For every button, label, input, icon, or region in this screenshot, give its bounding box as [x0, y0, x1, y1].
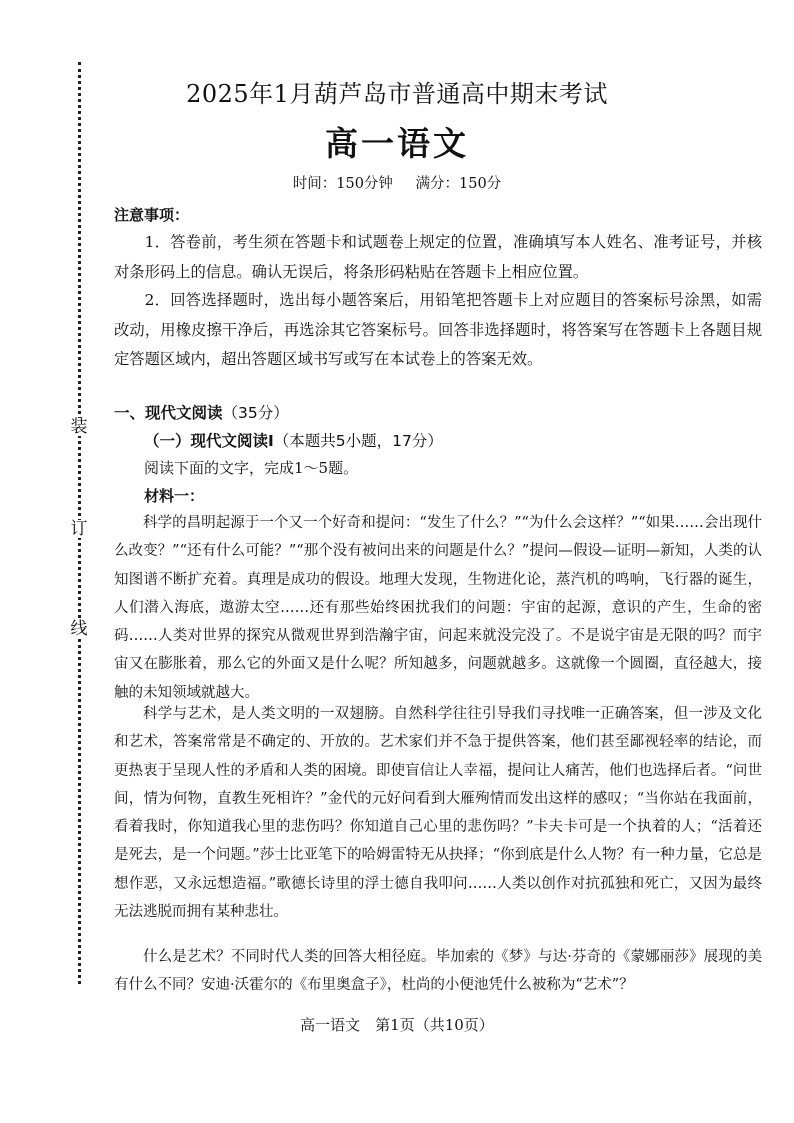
notice-item-1: 1．答卷前，考生须在答题卡和试题卷上规定的位置，准确填写本人姓名、准考证号，并核对条形码上的信息。确认无误后，将条形码粘贴在答题卡上相应位置。	[114, 233, 762, 281]
section-heading-label: 一、现代文阅读	[114, 404, 223, 422]
binding-char-ding: 订	[70, 519, 88, 539]
sub-heading-label: （一）现代文阅读Ⅰ	[144, 432, 274, 450]
reading-instruction: 阅读下面的文字，完成1～5题。	[144, 459, 359, 477]
exam-time: 时间：150分钟	[292, 176, 393, 192]
passage-paragraph-3: 什么是艺术？不同时代人类的回答大相径庭。毕加索的《梦》与达·芬奇的《蒙娜丽莎》展现的美有什么不同？安迪·沃霍尔的《布里奥盒子》，杜尚的小便池凭什么被称为“艺术”？	[114, 949, 762, 994]
passage-paragraph-1: 科学的昌明起源于一个又一个好奇和提问：“发生了什么？”“为什么会这样？”“如果……会出现什么改变？”“还有什么可能？”“那个没有被问出来的问题是什么？”提问—假设—证明—新知，人类的认知图谱不断扩充着。真理是成功的假设。地理大发现，生物进化论，蒸汽机的鸣响，飞行器的诞生，人们潜入海底，遨游太空……还有那些始终困扰我们的问题：宇宙的起源，意识的产生，生命的密码……人类对世界的探究从微观世界到浩瀚宇宙，问起来就没完没了。不是说宇宙是无限的吗？而宇宙又在膨胀着，那么它的外面又是什么呢？所知越多，问题就越多。这就像一个圆圈，直径越大，接触的未知领域就越大。	[114, 515, 762, 701]
material-label: 材料一：	[144, 487, 205, 505]
notice-title: 注意事项：	[114, 206, 190, 224]
notice-item-2: 2．回答选择题时，选出每小题答案后，用铅笔把答题卡上对应题目的答案标号涂黑，如需改动，用橡皮擦干净后，再选涂其它答案标号。回答非选择题时，将答案写在答题卡上各题目规定答题区域内，超出答题区域书写或写在本试卷上的答案无效。	[114, 291, 762, 368]
binding-char-xian: 线	[70, 619, 88, 639]
sub-heading-note: （本题共5小题，17分）	[273, 432, 443, 450]
time-score-line	[0, 172, 794, 193]
exam-score: 满分：150分	[415, 176, 502, 192]
exam-title: 2025年1月葫芦岛市普通高中期末考试	[186, 80, 608, 108]
section-heading-points: （35分）	[222, 404, 289, 422]
binding-char-zhuang: 装	[70, 417, 88, 437]
sub-heading	[144, 429, 443, 451]
section-heading	[114, 401, 289, 423]
page-footer: 高一语文 第1页（共10页）	[300, 1016, 494, 1034]
subject-title: 高一语文	[325, 124, 469, 163]
passage-paragraph-2: 科学与艺术，是人类文明的一双翅膀。自然科学往往引导我们寻找唯一正确答案，但一涉及文化和艺术，答案常常是不确定的、开放的。艺术家们并不急于提供答案，他们甚至鄙视轻率的结论，而更热衷于呈现人性的矛盾和人类的困境。即使盲信让人幸福，提问让人痛苦，他们也选择后者。“问世间，情为何物，直教生死相许？”金代的元好问看到大雁殉情而发出这样的感叹；“当你站在我面前，看着我时，你知道我心里的悲伤吗？你知道自己心里的悲伤吗？”卡夫卡可是一个执着的人；“活着还是死去，是一个问题。”莎士比亚笔下的哈姆雷特无从抉择；“你到底是什么人物？有一种力量，它总是想作恶，又永远想造福。”歌德长诗里的浮士德自我叩问……人类以创作对抗孤独和死亡，又因为最终无法逃脱而拥有某种悲壮。	[114, 706, 762, 921]
